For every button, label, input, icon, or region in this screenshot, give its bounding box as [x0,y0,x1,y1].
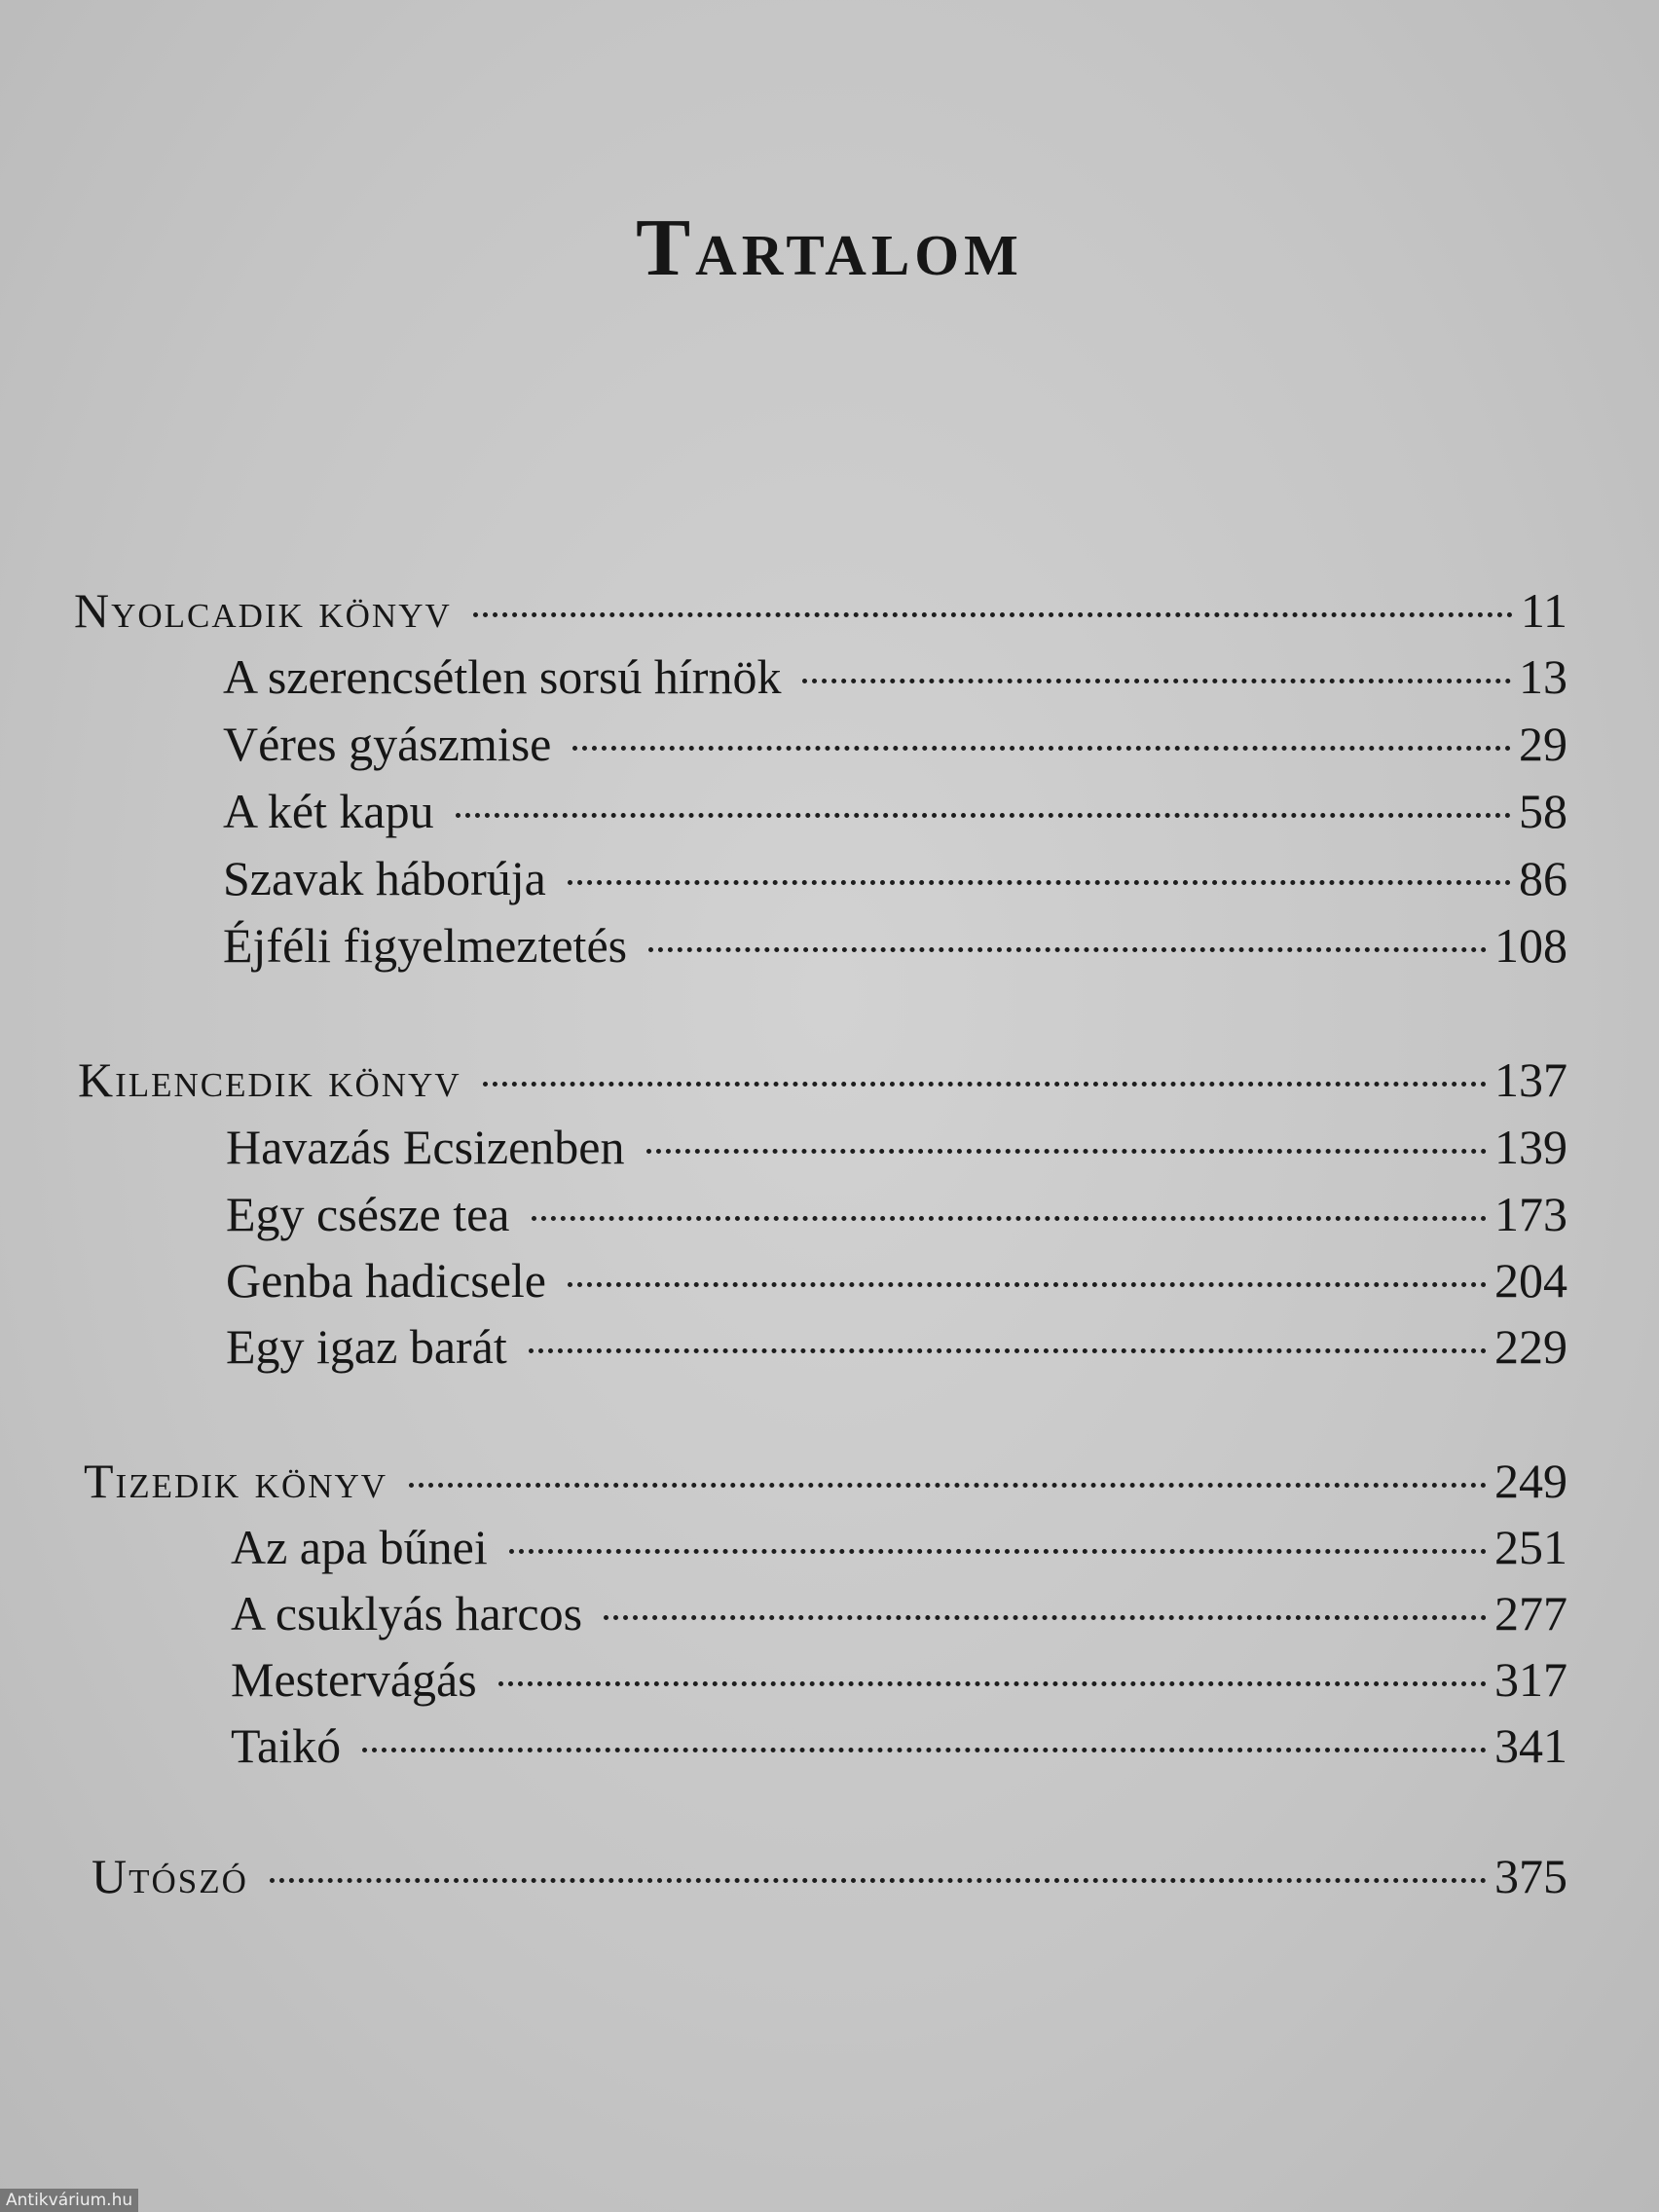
toc-chapter-entry [223,917,1567,979]
watermark-label: Antikvárium.hu [0,2189,138,2212]
toc-page-number: 29 [1519,717,1567,771]
toc-label: Taikó [231,1718,342,1773]
toc-page-number: 108 [1494,918,1567,973]
toc-page-number: 341 [1494,1718,1567,1773]
toc-chapter-entry [231,1519,1567,1581]
dot-leader [509,1549,1487,1554]
dot-leader [498,1681,1487,1686]
toc-chapter-entry [231,1717,1567,1780]
toc-page-number: 11 [1520,583,1567,638]
toc-book-entry [74,582,1567,645]
dot-leader [568,1282,1487,1287]
toc-label: Véres gyászmise [223,717,552,771]
toc-label: Mestervágás [231,1652,477,1707]
toc-afterword-entry [92,1848,1567,1910]
toc-page-number: 277 [1494,1586,1567,1641]
toc-page-number: 251 [1494,1520,1567,1574]
toc-page-number: 58 [1519,784,1567,838]
toc-chapter-entry [231,1651,1567,1714]
toc-page-number: 375 [1494,1849,1567,1903]
toc-chapter-entry [223,716,1567,778]
toc-page-number: 229 [1494,1319,1567,1374]
toc-label: A szerencsétlen sorsú hírnök [223,649,782,704]
dot-leader [473,612,1513,617]
dot-leader [362,1748,1487,1752]
toc-label: Utószó [92,1849,248,1903]
dot-leader [532,1216,1487,1221]
toc-book-entry [78,1051,1567,1114]
toc-chapter-entry [226,1252,1567,1314]
toc-page-number: 317 [1494,1652,1567,1707]
page-title: Tartalom [636,203,1023,294]
toc-label: Az apa bűnei [231,1520,488,1574]
toc-label: Éjféli figyelmeztetés [223,918,628,973]
toc-label: Egy igaz barát [226,1319,507,1374]
toc-chapter-entry [223,648,1567,711]
dot-leader [802,679,1511,683]
toc-chapter-entry [223,850,1567,912]
dot-leader [568,880,1511,885]
dot-leader [456,813,1511,818]
toc-label: A csuklyás harcos [231,1586,583,1641]
toc-label: Genba hadicsele [226,1253,547,1308]
toc-page-number: 249 [1494,1454,1567,1508]
dot-leader [604,1615,1487,1620]
dot-leader [529,1348,1487,1353]
toc-page-number: 139 [1494,1120,1567,1174]
toc-label: Tizedik könyv [84,1454,388,1508]
toc-label: A két kapu [223,784,434,838]
dot-leader [648,947,1487,952]
toc-label: Nyolcadik könyv [74,583,452,638]
toc-label: Egy csésze tea [226,1187,510,1241]
toc-label: Kilencedik könyv [78,1052,461,1107]
dot-leader [646,1149,1488,1154]
toc-page-number: 86 [1519,851,1567,905]
dot-leader [270,1878,1487,1883]
toc-chapter-entry [226,1186,1567,1248]
dot-leader [409,1483,1487,1488]
toc-book-entry [84,1453,1567,1515]
toc-chapter-entry [231,1585,1567,1647]
toc-chapter-entry [226,1318,1567,1381]
toc-chapter-entry [226,1119,1567,1181]
toc-page-number: 13 [1519,649,1567,704]
toc-page-number: 173 [1494,1187,1567,1241]
toc-page-number: 137 [1494,1052,1567,1107]
dot-leader [572,746,1511,751]
dot-leader [483,1082,1487,1087]
toc-page-number: 204 [1494,1253,1567,1308]
toc-label: Szavak háborúja [223,851,546,905]
toc-label: Havazás Ecsizenben [226,1120,625,1174]
toc-chapter-entry [223,783,1567,845]
bleed-through-text [701,58,712,108]
